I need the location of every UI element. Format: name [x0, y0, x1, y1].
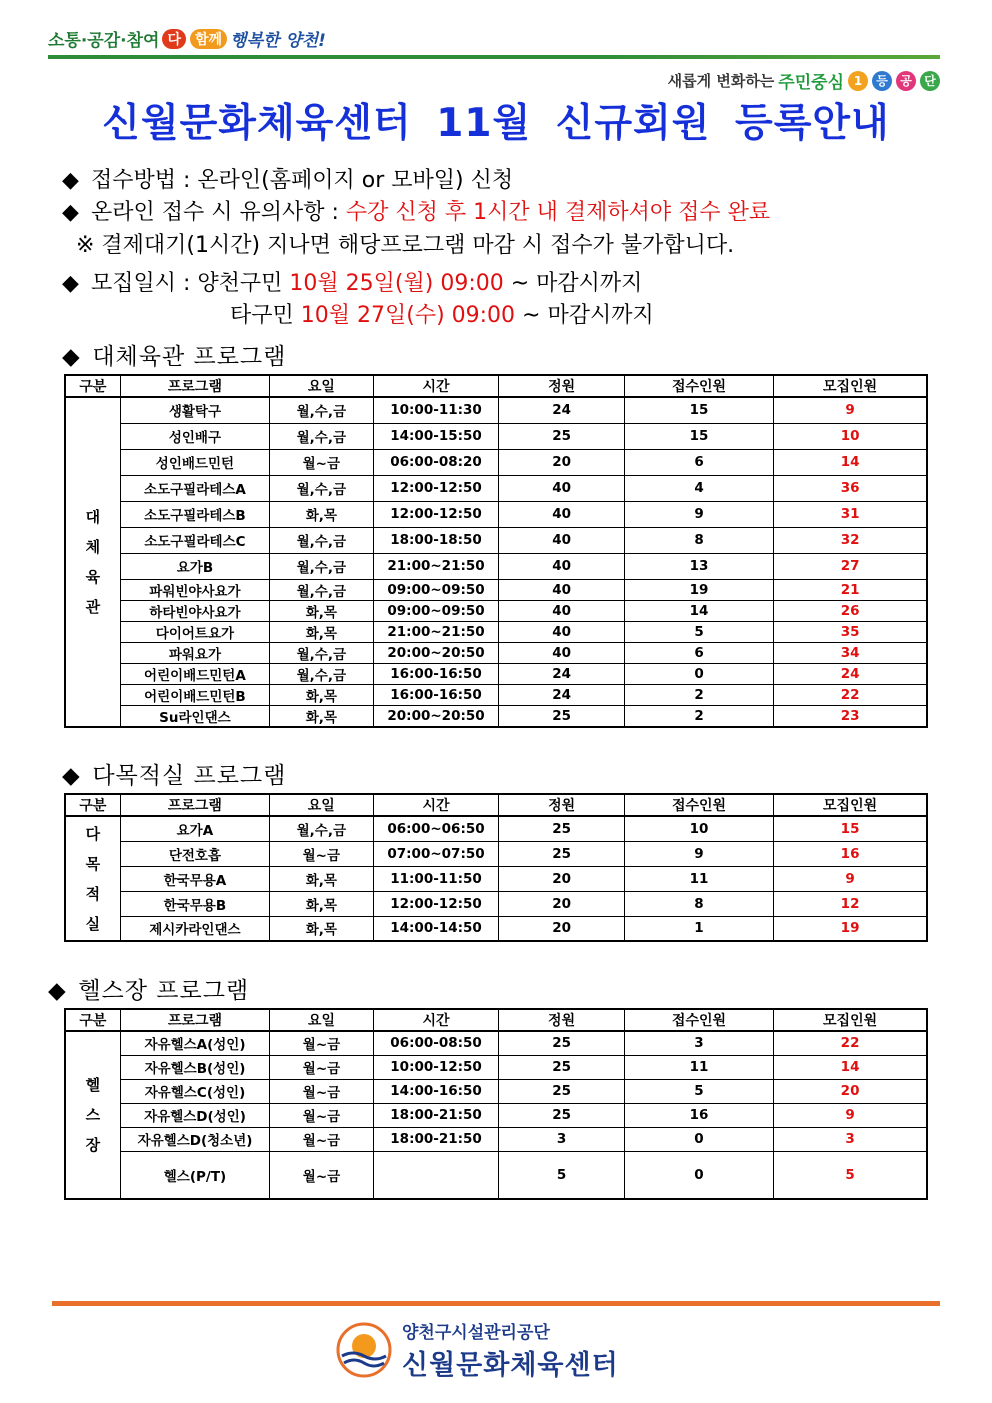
- table-cell: 화,목: [270, 705, 374, 727]
- table-cell: 월,수,금: [270, 397, 374, 423]
- table-cell: 35: [774, 621, 927, 642]
- table-cell: 화,목: [270, 600, 374, 621]
- table-cell: 화,목: [270, 501, 374, 527]
- table-cell: 자유헬스A(성인): [120, 1031, 269, 1055]
- table-cell: 월~금: [270, 449, 374, 475]
- column-header: 프로그램: [120, 794, 269, 816]
- table-cell: 11: [624, 1055, 773, 1079]
- table-cell: 06:00-08:20: [373, 449, 499, 475]
- table-cell: Su라인댄스: [120, 705, 269, 727]
- table-cell: 0: [624, 1151, 773, 1199]
- table-row: [65, 475, 927, 501]
- table-cell: 14:00-16:50: [373, 1079, 499, 1103]
- bottom-divider: [52, 1301, 940, 1306]
- table-cell: 8: [624, 527, 773, 553]
- table-cell: 3: [499, 1127, 624, 1151]
- footer-org: 양천구시설관리공단: [402, 1323, 550, 1343]
- column-header: 시간: [373, 1009, 499, 1031]
- info-date-other-end: ~ 마감시까지: [515, 303, 654, 328]
- table-cell: 월~금: [270, 1031, 374, 1055]
- info-line-date-local: ◆ 모집일시 : 양천구민 10월 25일(월) 09:00 ~ 마감시까지: [62, 271, 643, 296]
- slogan-badge-da: 다: [162, 29, 186, 49]
- table-cell: 월,수,금: [270, 423, 374, 449]
- info-line-notice: ※ 결제대기(1시간) 지나면 해당프로그램 마감 시 접수가 불가합니다.: [76, 233, 735, 258]
- corp-circle-1: 1: [848, 71, 868, 91]
- table-cell: 6: [624, 449, 773, 475]
- table-cell: 화,목: [270, 621, 374, 642]
- table-row: [65, 1079, 927, 1103]
- table-cell: 3: [774, 1127, 927, 1151]
- info-caution-text: 수강 신청 후 1시간 내 결제하셔야 접수 완료: [345, 200, 771, 225]
- section-title-health: ◆ 헬스장 프로그램: [48, 978, 250, 1004]
- table-row: [65, 642, 927, 663]
- table-row: [65, 891, 927, 916]
- table-row: [65, 1103, 927, 1127]
- column-header: 프로그램: [120, 375, 269, 397]
- table-row: [65, 816, 927, 841]
- table-row: [65, 663, 927, 684]
- table-cell: 10:00-11:30: [373, 397, 499, 423]
- table-cell: 34: [774, 642, 927, 663]
- table-cell: 25: [499, 1103, 624, 1127]
- table-cell: 6: [624, 642, 773, 663]
- table-cell: 성인배드민턴: [120, 449, 269, 475]
- table-cell: 성인배구: [120, 423, 269, 449]
- info-method-text: 접수방법 : 온라인(홈페이지 or 모바일) 신청: [91, 168, 514, 193]
- info-date-local: 10월 25일(월) 09:00: [289, 271, 504, 296]
- top-divider: [48, 55, 940, 59]
- table-cell: 14: [624, 600, 773, 621]
- table-cell: 5: [624, 1079, 773, 1103]
- table-cell: 26: [774, 600, 927, 621]
- table-row: [65, 1151, 927, 1199]
- table-cell: 06:00-08:50: [373, 1031, 499, 1055]
- footer: [336, 1318, 619, 1382]
- table-cell: 자유헬스C(성인): [120, 1079, 269, 1103]
- table-cell: 요가B: [120, 553, 269, 579]
- table-cell: 20: [774, 1079, 927, 1103]
- table-cell: 12: [774, 891, 927, 916]
- table-cell: 10:00-12:50: [373, 1055, 499, 1079]
- table-cell: 15: [624, 423, 773, 449]
- table-cell: 19: [624, 579, 773, 600]
- table-cell: 20:00~20:50: [373, 642, 499, 663]
- column-header: 모집인원: [774, 1009, 927, 1031]
- table-cell: 18:00-21:50: [373, 1103, 499, 1127]
- table-cell: 16:00-16:50: [373, 684, 499, 705]
- table-cell: 하타빈야사요가: [120, 600, 269, 621]
- table-cell: 2: [624, 705, 773, 727]
- table-row: [65, 423, 927, 449]
- corp-circle-4: 단: [920, 71, 940, 91]
- column-header: 구분: [65, 794, 120, 816]
- table-cell: 다이어트요가: [120, 621, 269, 642]
- table-cell: 25: [499, 705, 624, 727]
- info-line-method: ◆ 접수방법 : 온라인(홈페이지 or 모바일) 신청: [62, 168, 514, 193]
- table-cell: 0: [624, 1127, 773, 1151]
- info-date-local-end: ~ 마감시까지: [503, 271, 643, 296]
- table-row: [65, 705, 927, 727]
- table-cell: 0: [624, 663, 773, 684]
- column-header: 모집인원: [774, 375, 927, 397]
- table-cell: 월,수,금: [270, 553, 374, 579]
- info-date-label: 모집일시 : 양천구민: [91, 271, 290, 296]
- table-cell: 9: [774, 397, 927, 423]
- logo-icon: [336, 1322, 392, 1378]
- table-row: [65, 1031, 927, 1055]
- table-cell: 14:00-15:50: [373, 423, 499, 449]
- column-header: 시간: [373, 794, 499, 816]
- table-cell: 헬스(P/T): [120, 1151, 269, 1199]
- table-cell: 파워요가: [120, 642, 269, 663]
- info-line-caution: ◆ 온라인 접수 시 유의사항 : 수강 신청 후 1시간 내 결제하셔야 접수 완료: [62, 200, 771, 225]
- table-cell: 어린이배드민턴A: [120, 663, 269, 684]
- column-header: 요일: [270, 1009, 374, 1031]
- table-cell: 22: [774, 684, 927, 705]
- table-cell: 40: [499, 621, 624, 642]
- table-cell: 27: [774, 553, 927, 579]
- slogan-badge-hamkke: 함께: [190, 29, 227, 49]
- table-cell: 40: [499, 501, 624, 527]
- table-cell: 25: [499, 1079, 624, 1103]
- table-cell: 09:00~09:50: [373, 579, 499, 600]
- column-header: 요일: [270, 794, 374, 816]
- column-header: 시간: [373, 375, 499, 397]
- table-row: [65, 600, 927, 621]
- table-cell: 25: [499, 841, 624, 866]
- page-title: 신월문화체육센터 11월 신규회원 등록안내: [102, 101, 890, 146]
- table-gym: [64, 374, 928, 728]
- column-header: 정원: [499, 794, 624, 816]
- table-cell: 24: [774, 663, 927, 684]
- table-cell: 1: [624, 916, 773, 941]
- table-cell: 월~금: [270, 1127, 374, 1151]
- table-cell: 20: [499, 449, 624, 475]
- table-cell: 18:00-18:50: [373, 527, 499, 553]
- column-header: 접수인원: [624, 1009, 773, 1031]
- table-cell: 10: [624, 816, 773, 841]
- table-cell: 24: [499, 663, 624, 684]
- table-cell: 12:00-12:50: [373, 891, 499, 916]
- table-cell: 화,목: [270, 684, 374, 705]
- table-cell: 06:00~06:50: [373, 816, 499, 841]
- table-cell: 월,수,금: [270, 579, 374, 600]
- column-header: 프로그램: [120, 1009, 269, 1031]
- table-cell: 20: [499, 891, 624, 916]
- table-cell: 월~금: [270, 1079, 374, 1103]
- column-header: 모집인원: [774, 794, 927, 816]
- table-cell: 14:00-14:50: [373, 916, 499, 941]
- table-cell: 22: [774, 1031, 927, 1055]
- table-cell: 요가A: [120, 816, 269, 841]
- table-cell: 소도구필라테스C: [120, 527, 269, 553]
- table-cell: 16:00-16:50: [373, 663, 499, 684]
- table-cell: 20: [499, 916, 624, 941]
- table-row: [65, 397, 927, 423]
- column-header: 구분: [65, 375, 120, 397]
- table-cell: 월~금: [270, 1055, 374, 1079]
- table-cell: 5: [624, 621, 773, 642]
- info-date-other: 10월 27일(수) 09:00: [300, 303, 516, 328]
- table-cell: 14: [774, 449, 927, 475]
- table-cell: 21:00~21:50: [373, 553, 499, 579]
- table-cell: 11:00-11:50: [373, 866, 499, 891]
- table-cell: 25: [499, 1055, 624, 1079]
- table-cell: 3: [624, 1031, 773, 1055]
- table-cell: 16: [774, 841, 927, 866]
- table-cell: 한국무용B: [120, 891, 269, 916]
- info-caution-label: 온라인 접수 시 유의사항 :: [91, 200, 346, 225]
- table-cell: 31: [774, 501, 927, 527]
- table-cell: 40: [499, 553, 624, 579]
- table-row: [65, 621, 927, 642]
- table-cell: [373, 1151, 499, 1199]
- table-cell: 월~금: [270, 1103, 374, 1127]
- table-cell: 월,수,금: [270, 475, 374, 501]
- column-header: 요일: [270, 375, 374, 397]
- table-cell: 4: [624, 475, 773, 501]
- slogan-happy: 행복한 양천!: [230, 31, 326, 51]
- table-row: [65, 916, 927, 941]
- table-cell: 5: [499, 1151, 624, 1199]
- table-cell: 화,목: [270, 866, 374, 891]
- table-cell: 9: [624, 841, 773, 866]
- table-cell: 월,수,금: [270, 642, 374, 663]
- table-cell: 2: [624, 684, 773, 705]
- table-multi: [64, 793, 928, 942]
- corp-circle-3: 공: [896, 71, 916, 91]
- table-cell: 13: [624, 553, 773, 579]
- table-cell: 40: [499, 579, 624, 600]
- table-row: [65, 1127, 927, 1151]
- table-cell: 화,목: [270, 891, 374, 916]
- table-cell: 한국무용A: [120, 866, 269, 891]
- table-cell: 15: [624, 397, 773, 423]
- table-cell: 07:00~07:50: [373, 841, 499, 866]
- column-header: 정원: [499, 1009, 624, 1031]
- section-multi-label: 다목적실 프로그램: [92, 763, 287, 789]
- table-row: [65, 501, 927, 527]
- table-cell: 화,목: [270, 916, 374, 941]
- section-title-gym: ◆ 대체육관 프로그램: [62, 344, 287, 370]
- table-cell: 자유헬스D(청소년): [120, 1127, 269, 1151]
- header-slogan: [48, 26, 326, 51]
- section-title-multi: ◆ 다목적실 프로그램: [62, 763, 287, 789]
- table-cell: 9: [774, 866, 927, 891]
- table-cell: 40: [499, 600, 624, 621]
- table-row: [65, 527, 927, 553]
- table-cell: 21:00~21:50: [373, 621, 499, 642]
- table-row: [65, 1055, 927, 1079]
- table-cell: 25: [499, 423, 624, 449]
- footer-center: 신월문화체육센터: [402, 1350, 619, 1381]
- table-cell: 자유헬스D(성인): [120, 1103, 269, 1127]
- table-cell: 25: [499, 816, 624, 841]
- table-cell: 23: [774, 705, 927, 727]
- table-cell: 월,수,금: [270, 527, 374, 553]
- category-cell: 다 목 적 실: [65, 816, 120, 941]
- table-cell: 8: [624, 891, 773, 916]
- table-cell: 40: [499, 475, 624, 501]
- info-line-date-other: [230, 298, 654, 329]
- category-cell: 헬 스 장: [65, 1031, 120, 1199]
- info-date-other-label: 타구민: [230, 303, 301, 328]
- column-header: 정원: [499, 375, 624, 397]
- table-cell: 36: [774, 475, 927, 501]
- table-cell: 16: [624, 1103, 773, 1127]
- table-cell: 월,수,금: [270, 663, 374, 684]
- table-cell: 12:00-12:50: [373, 475, 499, 501]
- table-cell: 24: [499, 684, 624, 705]
- table-cell: 9: [774, 1103, 927, 1127]
- table-row: [65, 841, 927, 866]
- table-cell: 40: [499, 527, 624, 553]
- table-row: [65, 866, 927, 891]
- table-cell: 제시카라인댄스: [120, 916, 269, 941]
- table-cell: 자유헬스B(성인): [120, 1055, 269, 1079]
- table-cell: 11: [624, 866, 773, 891]
- table-row: [65, 553, 927, 579]
- column-header: 접수인원: [624, 375, 773, 397]
- corp-slogan-a: 새롭게 변화하는: [667, 72, 775, 90]
- table-cell: 32: [774, 527, 927, 553]
- table-cell: 20: [499, 866, 624, 891]
- table-cell: 9: [624, 501, 773, 527]
- corp-circle-2: 등: [872, 71, 892, 91]
- table-cell: 15: [774, 816, 927, 841]
- table-row: [65, 449, 927, 475]
- category-cell: 대 체 육 관: [65, 397, 120, 727]
- table-cell: 월~금: [270, 841, 374, 866]
- table-cell: 18:00-21:50: [373, 1127, 499, 1151]
- table-row: [65, 579, 927, 600]
- table-cell: 월,수,금: [270, 816, 374, 841]
- table-cell: 09:00~09:50: [373, 600, 499, 621]
- table-cell: 소도구필라테스B: [120, 501, 269, 527]
- table-row: [65, 684, 927, 705]
- table-cell: 생활탁구: [120, 397, 269, 423]
- table-cell: 21: [774, 579, 927, 600]
- column-header: 구분: [65, 1009, 120, 1031]
- table-cell: 10: [774, 423, 927, 449]
- corp-slogan: [668, 68, 940, 93]
- section-health-label: 헬스장 프로그램: [78, 978, 250, 1004]
- table-cell: 월~금: [270, 1151, 374, 1199]
- table-cell: 파워빈야사요가: [120, 579, 269, 600]
- table-cell: 25: [499, 1031, 624, 1055]
- table-cell: 20:00~20:50: [373, 705, 499, 727]
- corp-slogan-b: 주민중심: [778, 73, 844, 93]
- table-cell: 단전호흡: [120, 841, 269, 866]
- table-health: [64, 1008, 928, 1200]
- column-header: 접수인원: [624, 794, 773, 816]
- table-cell: 40: [499, 642, 624, 663]
- table-cell: 14: [774, 1055, 927, 1079]
- section-gym-label: 대체육관 프로그램: [92, 344, 287, 370]
- table-cell: 19: [774, 916, 927, 941]
- table-cell: 5: [774, 1151, 927, 1199]
- slogan-text: 소통·공감·참여: [48, 31, 160, 51]
- table-cell: 12:00-12:50: [373, 501, 499, 527]
- table-cell: 어린이배드민턴B: [120, 684, 269, 705]
- table-cell: 24: [499, 397, 624, 423]
- table-cell: 소도구필라테스A: [120, 475, 269, 501]
